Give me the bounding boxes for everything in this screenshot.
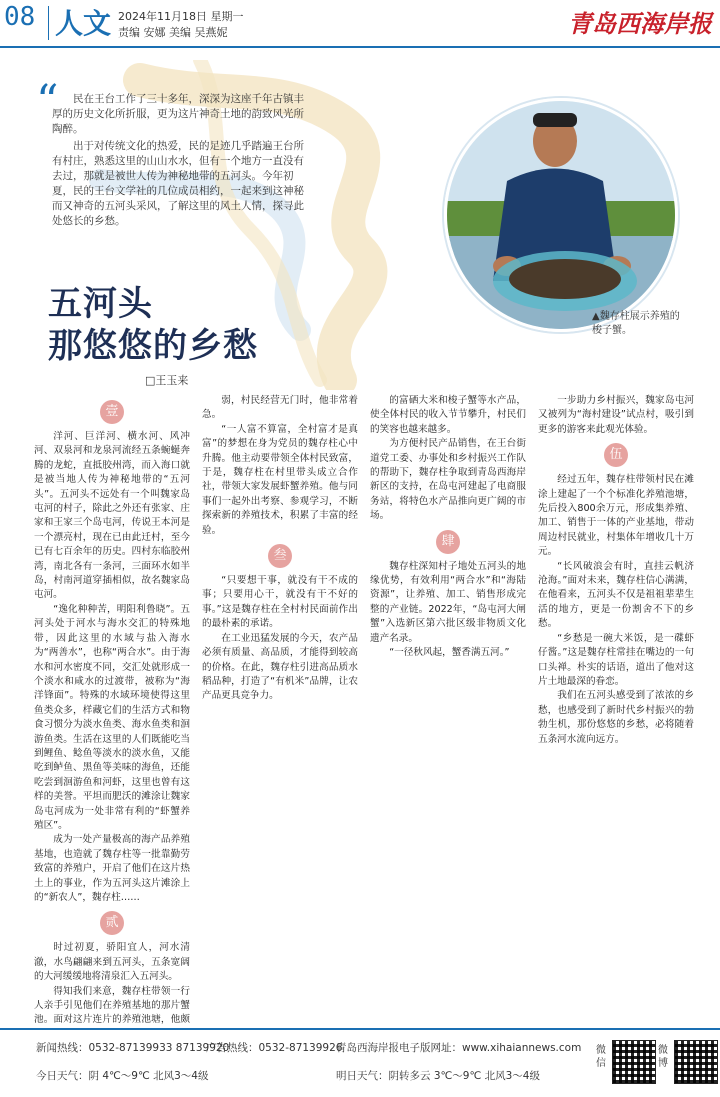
newspaper-masthead: 青岛西海岸报 — [568, 9, 712, 38]
body-paragraph: “乡愁是一碗大米饭，是一碟虾仔酱。”这是魏存柱常挂在嘴边的一句口头禅。朴实的话语，道出了他对这片土地最深的眷恋。 — [538, 632, 694, 687]
section-number-badge: 叁 — [268, 544, 292, 568]
weibo-qr-icon — [674, 1040, 718, 1084]
quote-mark-icon: “ — [36, 76, 59, 127]
article-body — [34, 394, 694, 1026]
section-number-badge: 壹 — [100, 400, 124, 424]
photo-caption: ▲魏存柱展示养殖的梭子蟹。 — [592, 311, 680, 336]
byline: □王玉来 — [145, 374, 189, 387]
page-number: 08 — [4, 2, 36, 32]
section-number-badge: 贰 — [100, 911, 124, 935]
body-paragraph: “一人富不算富，全村富才是真富”的梦想在身为党员的魏存柱心中升腾。他主动要带领全体村民致富，于是，魏存柱在村里带头成立合作社，带领大家发展虾蟹养殖。他与同事们一起外出考察、参观学习，不断探索新的养殖技术，积累了丰富的经验。 — [202, 423, 358, 536]
header-divider — [48, 6, 49, 40]
body-paragraph: “只要想干事，就没有干不成的事；只要用心干，就没有干不好的事。”这是魏存柱在全村村民面前作出的最朴素的承诺。 — [202, 575, 358, 630]
editor-credits: 责编 安娜 美编 吴燕妮 — [118, 26, 228, 39]
farmer-photo — [444, 98, 678, 332]
section-name: 人文 — [55, 7, 112, 40]
title-line-1: 五河头 — [48, 284, 153, 324]
body-paragraph: 一步助力乡村振兴，魏家岛屯河又被列为“海村建设”试点村，吸引到更多的游客来此观光体验。 — [538, 395, 694, 435]
page-header — [0, 0, 720, 48]
intro-text — [52, 92, 312, 231]
body-paragraph: “长风破浪会有时，直挂云帆济沧海。”面对未来，魏存柱信心满满，在他看来，五河头不仅是祖祖辈辈生活的地方，更是一份割舍不下的乡愁。 — [538, 560, 694, 630]
title-line-2: 那悠悠的乡愁 — [48, 326, 258, 366]
column-2 — [202, 394, 358, 1026]
wechat-qr-icon — [612, 1040, 656, 1084]
body-paragraph: 我们在五河头感受到了浓浓的乡愁，也感受到了新时代乡村振兴的勃勃生机，那份悠悠的乡愁，必将随着五条河水流向远方。 — [538, 690, 694, 745]
ad-hotline: 广告热线：0532-87139926 — [206, 1042, 343, 1054]
intro-paragraph: 民在王台工作了三十多年，深深为这座千年古镇丰厚的历史文化所折服，更为这片神奇土地的韵致风光所陶醉。 — [52, 93, 304, 135]
body-paragraph: “一径秋风起，蟹香满五河。” — [389, 647, 510, 659]
news-hotline: 新闻热线：0532-87139933 87139920 — [36, 1042, 230, 1054]
body-paragraph: 为方便村民产品销售，在王台街道党工委、办事处和乡村振兴工作队的帮助下，魏存柱争取到青岛西海岸新区的支持，在岛屯河建起了电商服务站，将特色水产品推向更广阔的市场。 — [370, 438, 526, 522]
body-paragraph: 得知我们来意，魏存柱带领一行人亲手引见他们在养殖基地的那片蟹池。面对这片连片的养殖池塘，他颇 — [34, 985, 190, 1026]
section-number-badge: 伍 — [604, 443, 628, 467]
body-paragraph: 在工业迅猛发展的今天，农产品必须有质量、高品质，才能得到较高的价格。在此，魏存柱引进高品质水稻品种，打造了“有机米”品牌，让农产品更具竞争力。 — [202, 632, 358, 702]
intro-paragraph: 出于对传统文化的热爱，民的足迹几乎踏遍王台所有村庄，熟悉这里的山山水水，但有一个地方一直没有去过，那就是被世人传为神秘地带的五河头。今年初夏，民的王台文学社的几位成员相约，一起来到这神秘而又神奇的五河头采风，了解这里的风土人情，探寻此处悠长的乡愁。 — [52, 140, 304, 227]
photo-illustration — [447, 101, 675, 329]
weibo-label: 微博 — [658, 1045, 668, 1069]
publisher-url: 青岛西海岸报电子版网址：www.xihaiannews.com — [336, 1042, 582, 1054]
body-paragraph: 成为一处产量极高的海产品养殖基地，也造就了魏存柱等一批靠勤劳致富的养殖户，开启了他们在这片热土上的事业，作为五河头这片滩涂上的“新农人”，魏存柱…… — [34, 834, 190, 903]
body-paragraph: 时过初夏，骄阳宜人，河水清澈，水鸟翩翩来到五河头，五条宽阔的大河缓缓地将清泉汇入五河头。 — [34, 942, 190, 983]
body-paragraph: 经过五年，魏存柱带领村民在滩涂上建起了一个个标准化养殖池塘，先后投入800余万元，形成集养殖、加工、销售于一体的产业基地，带动周边村民就业，村集体年增收几十万元。 — [538, 474, 694, 558]
body-paragraph: 魏存柱深知村子地处五河头的地缘优势，有效利用“两合水”和“海陆资源”，让养殖、加工、销售形成完整的产业链。2022年，“岛屯河大闸蟹”入选新区第六批区级非物质文化遗产名录。 — [370, 560, 526, 644]
page-footer — [0, 1028, 720, 1097]
issue-date: 2024年11月18日 星期一 — [118, 10, 244, 23]
column-4 — [538, 394, 694, 1026]
column-3 — [370, 394, 526, 1026]
body-paragraph: “逸化种种苦，明阳利鲁晓”。五河头处于河水与海水交汇的特殊地带，因此这里的水域与盐入海水为“两善水”，也称“两合水”。由于海水和河水密度不同，交汇处就形成一个淡水和咸水的过渡带，被称为“海洋锋面”。特殊的水域环境使得这里鱼类众多，样藏它们的生活方式和物食习惯分为淡水鱼类、海水鱼类和洄游鱼类。生活在这里的人们既能吃当到鲤鱼、鲶鱼等淡水的淡水鱼，又能吃到鲈鱼、黑鱼等美味的海鱼，还能吃尝到洄游鱼和河虾，这里也曾有这样的美誉。平坦而肥沃的滩涂让魏家岛屯河成为一处非常有利的“虾蟹养殖区”。 — [34, 603, 190, 831]
body-paragraph: 的富硒大米和梭子蟹等水产品，使全体村民的收入节节攀升，村民们的笑容也越来越多。 — [370, 395, 526, 435]
article-title — [48, 283, 258, 367]
body-paragraph: 弱，村民经营无门时，他非常着急。 — [202, 395, 358, 421]
today-weather: 今日天气：阴 4℃～9℃ 北风3～4级 — [36, 1070, 209, 1082]
column-1 — [34, 394, 190, 1026]
body-paragraph: 洋河、巨洋河、横水河、风冲河、双泉河和龙泉河流经五条蜿蜒奔腾的龙蛇，直抵胶州湾，而入海口就是被当地人传为神秘地带的“五河头”。五河头不远处有一个叫魏家岛屯河的村子，除此之外还有张家、庄家和王家三个岛屯河，传说王本河是一个漂亮村，现在已由此迁村，至今已有七百余年的历史。四村东临胶州湾，南北各有一条河，三面环水如半岛，村南河道穿插相似，故名魏家岛屯河。 — [34, 431, 190, 601]
section-number-badge: 肆 — [436, 530, 460, 554]
wechat-label: 微信 — [596, 1045, 606, 1069]
tomorrow-weather: 明日天气：阴转多云 3℃～9℃ 北风3～4级 — [336, 1070, 540, 1082]
